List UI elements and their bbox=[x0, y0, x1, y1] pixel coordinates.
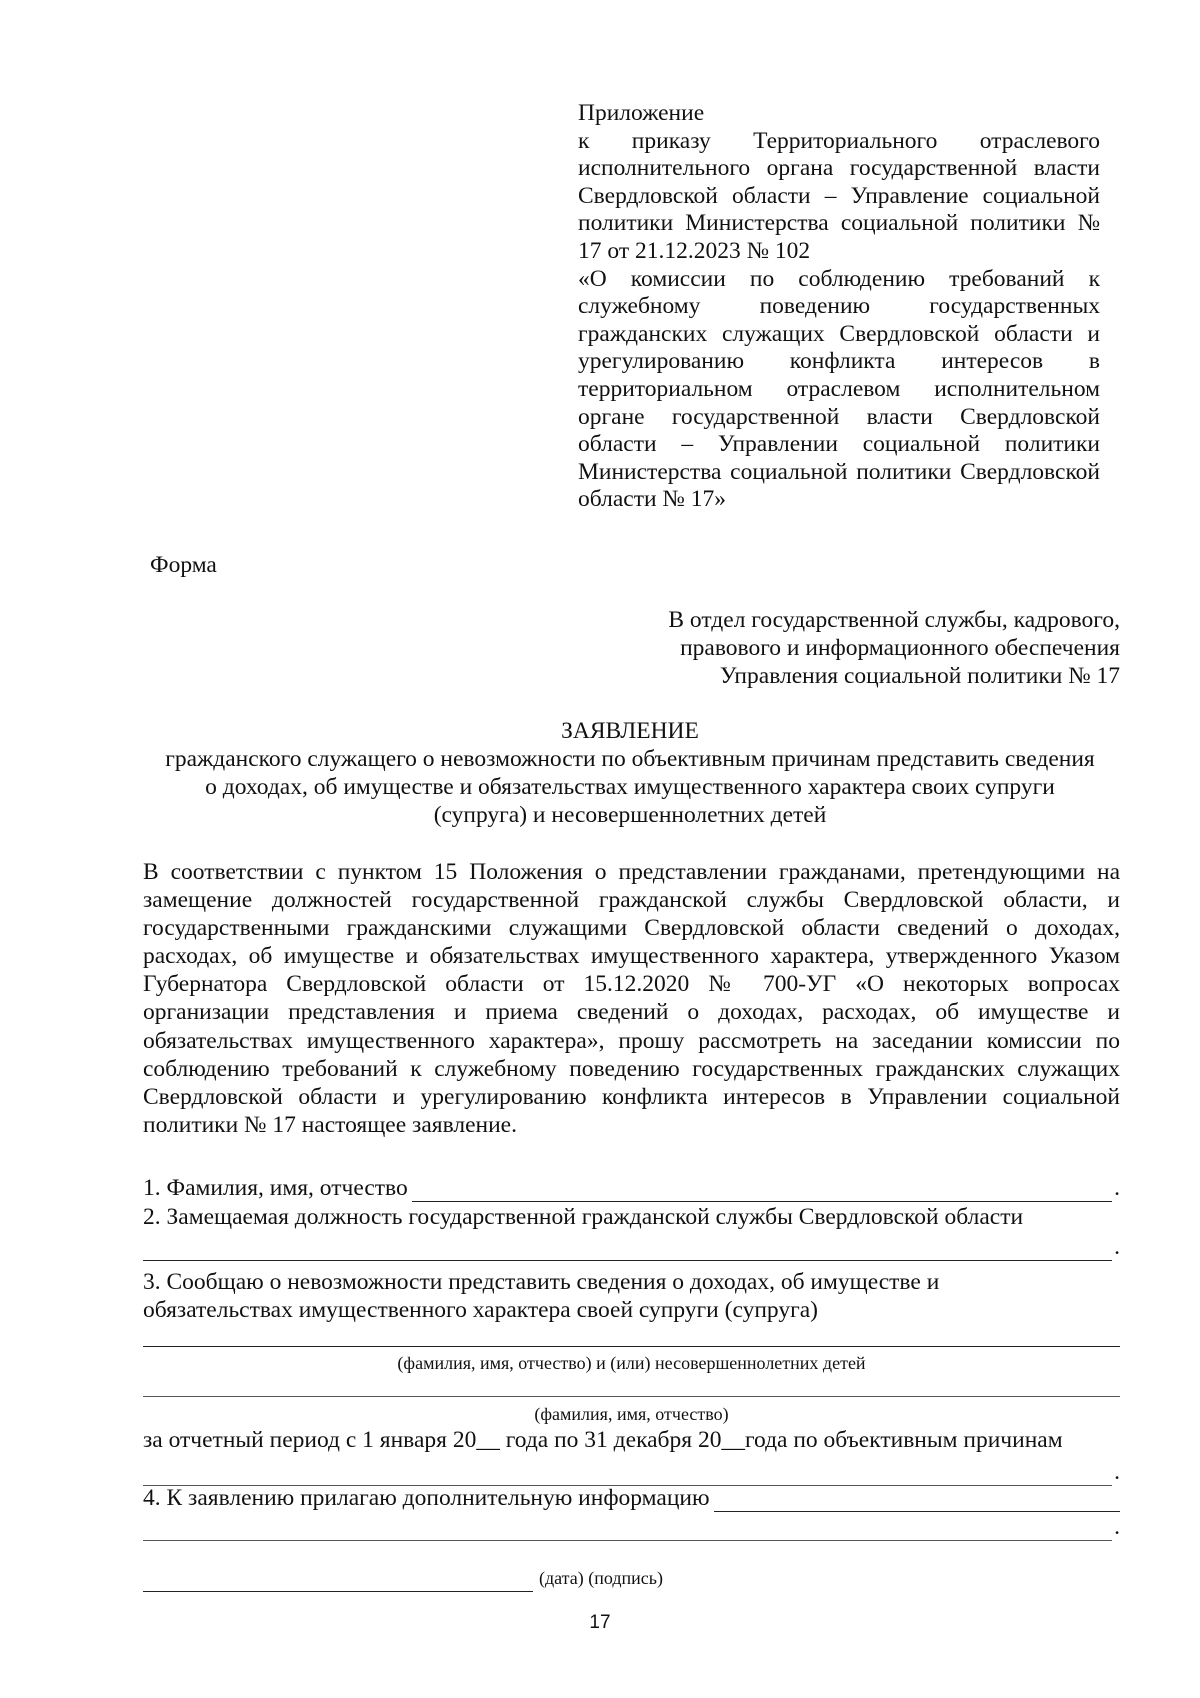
attachment-field-2[interactable] bbox=[143, 1518, 1112, 1541]
line-end-dot: . bbox=[1114, 1175, 1120, 1201]
subtitle-line: (супруга) и несовершеннолетних детей bbox=[433, 802, 827, 828]
document-subtitle bbox=[140, 745, 1120, 829]
line-end-dot: . bbox=[1114, 1514, 1120, 1540]
spouse-caption: (фамилия, имя, отчество) и (или) несовершеннолетних детей bbox=[397, 1353, 866, 1373]
appendix-block bbox=[578, 100, 1100, 514]
position-field[interactable] bbox=[143, 1238, 1112, 1261]
subtitle-line: о доходах, об имуществе и обязательствах имущественного характера своих супруги bbox=[205, 774, 1055, 800]
line-end-dot: . bbox=[1114, 1459, 1120, 1485]
addressee-line: В отдел государственной службы, кадрового, bbox=[668, 607, 1120, 633]
position-fill-row bbox=[143, 1233, 1120, 1261]
position-row bbox=[143, 1203, 1120, 1231]
spouse-field[interactable] bbox=[143, 1346, 1120, 1347]
attachment-label: 4. К заявлению прилагаю дополнительную информацию bbox=[143, 1485, 710, 1511]
addressee-line: Управления социальной политики № 17 bbox=[719, 663, 1120, 689]
children-caption: (фамилия, имя, отчество) bbox=[534, 1404, 729, 1424]
position-label: 2. Замещаемая должность государственной гражданской службы Свердловской области bbox=[143, 1204, 1024, 1230]
children-field[interactable] bbox=[143, 1396, 1120, 1397]
reasons-fill-row bbox=[143, 1458, 1120, 1486]
page-number: 17 bbox=[589, 1612, 611, 1633]
full-name-field[interactable] bbox=[412, 1179, 1112, 1202]
item3-text bbox=[143, 1268, 1120, 1324]
signature-caption: (дата) (подпись) bbox=[539, 1568, 663, 1588]
addressee-block bbox=[500, 606, 1120, 690]
addressee-line: правового и информационного обеспечения bbox=[680, 635, 1120, 661]
document-title: ЗАЯВЛЕНИЕ bbox=[561, 718, 699, 744]
statement-body: В соответствии с пунктом 15 Положения о представлении гражданами, претендующими на замещение должностей государственной гражданской службы Свердловской области, и государственными гражданскими служащими Свердловской области сведений о доходах, расходах, об имуществе и обязательствах имущественного характера, утвержденного Указом Губернатора Свердловской области от 15.12.2020 № 700-УГ «О некоторых вопросах организации представления и приема сведений о доходах, расходах, об имуществе и обязательствах имущественного характера», прошу рассмотреть на заседании комиссии по соблюдению требований к служебному поведению государственных гражданских служащих Свердловской области и урегулированию конфликта интересов в Управлении социальной политики № 17 настоящее заявление. bbox=[143, 859, 1120, 1138]
full-name-label: 1. Фамилия, имя, отчество bbox=[143, 1175, 408, 1201]
attachment-row bbox=[143, 1484, 1120, 1512]
attachment-field[interactable] bbox=[714, 1489, 1120, 1512]
appendix-order-name: «О комиссии по соблюдению требований к служебному поведению государственных гражданских служащих Свердловской области и урегулированию конфликта интересов в территориальном отраслевом исполнительном органе государственной власти Свердловской области – Управлении социальной политики Министерства социальной политики Свердловской области № 17» bbox=[578, 265, 1100, 513]
period-line: за отчетный период с 1 января 20__ года по 31 декабря 20__года по объективным причинам bbox=[143, 1427, 1063, 1453]
reasons-field[interactable] bbox=[143, 1463, 1112, 1486]
line-end-dot: . bbox=[1114, 1234, 1120, 1260]
signature-field[interactable] bbox=[143, 1569, 533, 1592]
appendix-reference: к приказу Территориального отраслевого исполнительного органа государственной власти Свердловской области – Управление социальной политики Министерства социальной политики № 17 от 21.12.2023 № 102 bbox=[578, 127, 1100, 264]
item3-line: обязательствах имущественного характера своей супруги (супруга) bbox=[143, 1297, 818, 1323]
form-label: Форма bbox=[150, 552, 217, 578]
full-name-row bbox=[143, 1174, 1120, 1202]
signature-row bbox=[143, 1564, 703, 1592]
appendix-title: Приложение bbox=[578, 100, 705, 126]
attachment-fill-row bbox=[143, 1513, 1120, 1541]
subtitle-line: гражданского служащего о невозможности по объективным причинам представить сведения bbox=[165, 746, 1095, 772]
item3-line: 3. Сообщаю о невозможности представить сведения о доходах, об имуществе и bbox=[143, 1269, 940, 1295]
